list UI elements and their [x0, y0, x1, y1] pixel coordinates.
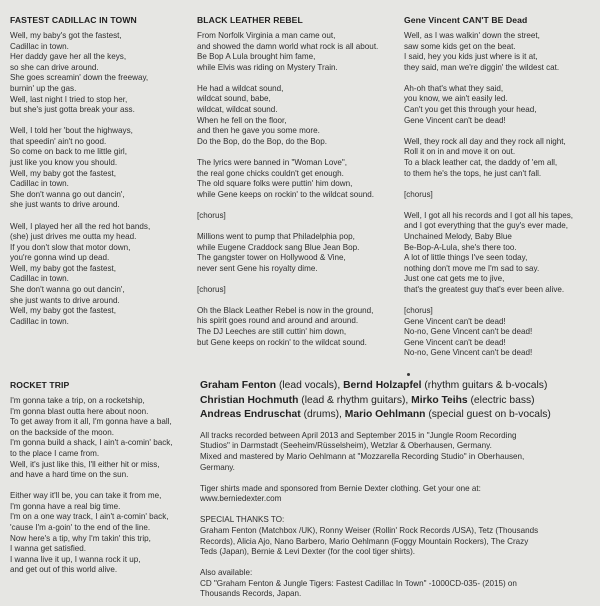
lyric-line: burnin' up the gas. — [10, 83, 77, 93]
lyric-line: The old square folks were puttin' him down, — [197, 179, 353, 189]
lyric-line: [chorus] — [197, 210, 226, 220]
lyric-line: but she's just gotta break your ass. — [10, 105, 135, 115]
lyric-line: Well, it's just like this, I'll either hit or miss, — [10, 459, 160, 469]
lyric-line: Be-Bop-A-Lula, she's there too. — [404, 242, 517, 252]
lyric-line: Just one cat gets me to jive, — [404, 274, 505, 284]
lyric-line: I wanna live it up, I wanna rock it up, — [10, 554, 141, 564]
lyric-line: Well, my baby got the fastest, — [10, 168, 117, 178]
musician-credits — [200, 379, 592, 423]
lyric-line: She don't wanna go out dancin', — [10, 285, 125, 295]
lyric-line: on the backside of the moon. — [10, 427, 114, 437]
lyric-line: to the place I came from. — [10, 448, 100, 458]
lyric-line: The lyrics were banned in "Woman Love", — [197, 157, 348, 167]
credit-line: Studios" in Darmstadt (Seeheim/Rüsselsheim), Wetzlar & Oberhausen, Germany. — [200, 441, 492, 451]
lyric-line: but Gene keeps on rockin' to the wildcat sound. — [197, 337, 367, 347]
lyric-line: To get away from it all, I'm gonna have a ball, — [10, 417, 172, 427]
musician-name: Graham Fenton — [200, 380, 277, 391]
credit-line: Thousands Records, Japan. — [200, 589, 302, 599]
musician-row — [200, 394, 592, 409]
lyric-line: while Elvis was riding on Mystery Train. — [197, 62, 338, 72]
credit-line: Teds (Japan), Bernie & Levi Dexter (for the cool tiger shirts). — [200, 547, 416, 557]
sponsor-notes — [200, 484, 592, 505]
lyric-line: Be Bop A Lula brought him fame, — [197, 52, 316, 62]
stanza — [197, 211, 378, 222]
lyric-line: (she) just drives me outta my head. — [10, 232, 137, 242]
musician-name: Andreas Endruschat — [200, 409, 301, 421]
credit-line: Mixed and mastered by Mario Oehlmann at "Mozzarella Recording Studio" in Oberhausen, — [200, 451, 525, 461]
credit-line: Germany. — [200, 462, 235, 472]
stanza — [197, 31, 378, 73]
lyric-line: and get out of this world alive. — [10, 565, 118, 575]
lyric-line: they said, man we're diggin' the wildest cat. — [404, 62, 560, 72]
lyric-line: Well, I played her all the red hot bands, — [10, 221, 151, 231]
stanza — [404, 31, 573, 73]
lyric-line: Oh the Black Leather Rebel is now in the ground, — [197, 305, 374, 315]
lyric-line: while Eugene Craddock sang Blue Jean Bop. — [197, 242, 360, 252]
stanza — [404, 190, 573, 201]
lyric-line: Gene Vincent can't be dead! — [404, 316, 506, 326]
stanza — [197, 232, 378, 274]
lyric-line: nothing don't move me I'm sad to say. — [404, 263, 540, 273]
lyric-line: [chorus] — [404, 189, 433, 199]
lyric-line: I said, hey you kids just where is it at, — [404, 52, 538, 62]
song-rocket-trip — [10, 380, 173, 587]
lyric-line: that speedin' ain't no good. — [10, 136, 107, 146]
lyric-line: just like you know you should. — [10, 158, 118, 168]
lyric-line: his spirit goes round and around and around. — [197, 316, 359, 326]
lyric-line: she just wants to drive around. — [10, 200, 120, 210]
musician-role: (lead & rhythm guitars), — [301, 394, 409, 406]
stanza — [10, 31, 150, 116]
credit-line: Graham Fenton (Matchbox /UK), Ronny Weiser (Rollin' Rock Records /USA), Tetz (Thousands — [200, 525, 539, 535]
musician-row — [200, 408, 592, 423]
lyric-line: Gene Vincent can't be dead! — [404, 115, 506, 125]
lyric-line: I'm gonna build a shack, I ain't a-comin' back, — [10, 438, 173, 448]
lyric-line: you're gonna wind up dead. — [10, 253, 110, 263]
lyric-line: No-no, Gene Vincent can't be dead! — [404, 348, 533, 358]
stanza — [10, 222, 150, 328]
lyric-line: The DJ Leeches are still cuttin' him down, — [197, 327, 347, 337]
lyric-line: No-no, Gene Vincent can't be dead! — [404, 327, 533, 337]
musician-name: Mario Oehlmann — [344, 409, 426, 421]
lyric-line: Well, they rock all day and they rock all night, — [404, 136, 566, 146]
lyric-line: When he fell on the floor, — [197, 115, 287, 125]
lyric-line: wildcat, wildcat sound. — [197, 105, 278, 115]
lyric-line: To a black leather cat, the daddy of 'em all, — [404, 157, 558, 167]
lyric-line: Her daddy gave her all the keys, — [10, 52, 127, 62]
lyric-line: If you don't slow that motor down, — [10, 242, 131, 252]
special-thanks — [200, 515, 592, 557]
musician-name: Mirko Teihs — [411, 394, 468, 406]
recording-notes — [200, 431, 592, 473]
musician-role: (drums), — [303, 409, 342, 421]
stanza — [404, 137, 573, 179]
song-black-leather-rebel — [197, 15, 378, 359]
stanza — [10, 126, 150, 211]
song-title: Gene Vincent CAN'T BE Dead — [404, 15, 528, 25]
lyric-line: never sent Gene his royalty dime. — [197, 263, 318, 273]
musician-role: (special guest on b-vocals) — [428, 409, 551, 421]
lyric-line: I'm gonna have a real big time. — [10, 501, 121, 511]
lyric-line: Do the Bop, do the Bop, do the Bop. — [197, 136, 328, 146]
lyric-line: I'm gonna take a trip, on a rocketship, — [10, 396, 145, 405]
stanza — [197, 285, 378, 296]
lyric-line: Can't you get this through your head, — [404, 105, 537, 115]
lyric-line: Well, I told her 'bout the highways, — [10, 126, 133, 136]
stanza — [404, 211, 573, 296]
lyric-line: So come on back to me little girl, — [10, 147, 127, 157]
separator-dot — [407, 373, 410, 376]
lyric-line: and showed the damn world what rock is all about. — [197, 41, 379, 51]
song-title: BLACK LEATHER REBEL — [197, 15, 303, 25]
lyric-line: Millions went to pump that Philadelphia pop, — [197, 231, 355, 241]
credit-line: CD "Graham Fenton & Jungle Tigers: Fastest Cadillac In Town" -1000CD-035- (2015) on — [200, 578, 517, 588]
stanza — [197, 158, 378, 200]
musician-role: (electric bass) — [470, 394, 535, 406]
song-gene-vincent-cant-be-dead — [404, 15, 573, 369]
lyric-line: Roll it on in and move it on out. — [404, 147, 516, 157]
lyric-line: while Gene keeps on rockin' to the wildcat sound. — [197, 189, 375, 199]
lyric-line: From Norfolk Virginia a man came out, — [197, 31, 336, 40]
song-title: ROCKET TRIP — [10, 380, 70, 390]
lyric-line: Gene Vincent can't be dead! — [404, 337, 506, 347]
lyric-line: Unchained Melody, Baby Blue — [404, 231, 512, 241]
lyric-line: She goes screamin' down the freeway, — [10, 73, 149, 83]
credit-line: SPECIAL THANKS TO: — [200, 515, 285, 525]
lyric-line: A lot of little things I've seen today, — [404, 253, 528, 263]
lyric-line: and I got everything that the guy's ever made, — [404, 221, 568, 231]
credit-line: Also available: — [200, 568, 253, 578]
musician-name: Christian Hochmuth — [200, 394, 299, 406]
also-available — [200, 568, 592, 600]
song-title: FASTEST CADILLAC IN TOWN — [10, 15, 137, 25]
lyric-line: saw some kids get on the beat. — [404, 41, 516, 51]
lyric-line: so she can drive around. — [10, 62, 99, 72]
lyric-line: The gangster tower on Hollywood & Vine, — [197, 253, 346, 263]
album-credits — [200, 379, 592, 600]
lyric-line: [chorus] — [404, 305, 433, 315]
stanza — [10, 491, 173, 576]
credit-line: Tiger shirts made and sponsored from Bernie Dexter clothing. Get your one at: — [200, 483, 481, 493]
stanza — [197, 84, 378, 148]
stanza — [10, 396, 173, 481]
lyric-line: to them he's the tops, he just can't fall. — [404, 168, 542, 178]
lyric-line: 'cause I'm a-goin' to the end of the line. — [10, 523, 151, 533]
musician-role: (lead vocals), — [278, 380, 341, 391]
lyric-line: the real gone chicks couldn't get enough. — [197, 168, 344, 178]
song-fastest-cadillac — [10, 15, 150, 338]
lyric-line: He had a wildcat sound, — [197, 83, 284, 93]
lyric-line: and then he gave you some more. — [197, 126, 320, 136]
lyric-line: Ah-oh that's what they said, — [404, 83, 504, 93]
lyric-line: Cadillac in town. — [10, 179, 69, 189]
lyric-line: Cadillac in town. — [10, 274, 69, 284]
lyric-line: Well, I got all his records and I got all his tapes, — [404, 210, 574, 220]
stanza — [404, 306, 573, 359]
musician-name: Bernd Holzapfel — [343, 380, 422, 391]
stanza — [197, 306, 378, 348]
lyric-line: Well, my baby got the fastest, — [10, 263, 117, 273]
stanza — [404, 84, 573, 126]
credit-line: www.berniedexter.com — [200, 494, 282, 504]
lyric-line: Well, my baby's got the fastest, — [10, 31, 122, 40]
lyric-line: I wanna get satisfied. — [10, 544, 87, 554]
lyric-line: that's the greatest guy that's ever been alive. — [404, 284, 565, 294]
lyric-line: wildcat sound, babe, — [197, 94, 271, 104]
lyric-line: Well, last night I tried to stop her, — [10, 94, 128, 104]
musician-role: (rhythm guitars & b-vocals) — [424, 380, 548, 391]
lyric-line: you know, we ain't easily led. — [404, 94, 508, 104]
lyric-line: Now here's a tip, why I'm takin' this trip, — [10, 533, 151, 543]
lyric-line: I'm gonna blast outta here about noon. — [10, 406, 149, 416]
credit-line: Records), Alicia Ajo, Nano Barbero, Mario Oehlmann (Foggy Mountain Rockers), The Crazy — [200, 536, 529, 546]
lyric-line: [chorus] — [197, 284, 226, 294]
lyric-line: and have a hard time on the sun. — [10, 470, 129, 480]
lyric-line: Well, my baby got the fastest, — [10, 306, 117, 316]
lyric-line: Cadillac in town. — [10, 41, 69, 51]
musician-row — [200, 379, 592, 394]
lyric-line: Cadillac in town. — [10, 316, 69, 326]
lyric-line: Well, as I was walkin' down the street, — [404, 31, 540, 40]
lyric-line: I'm on a one way track, I ain't a-comin' back, — [10, 512, 169, 522]
lyric-line: Either way it'll be, you can take it from me, — [10, 491, 162, 501]
lyric-line: she just wants to drive around. — [10, 295, 120, 305]
lyric-line: She don't wanna go out dancin', — [10, 189, 125, 199]
credit-line: All tracks recorded between April 2013 and September 2015 in "Jungle Room Recording — [200, 430, 517, 440]
